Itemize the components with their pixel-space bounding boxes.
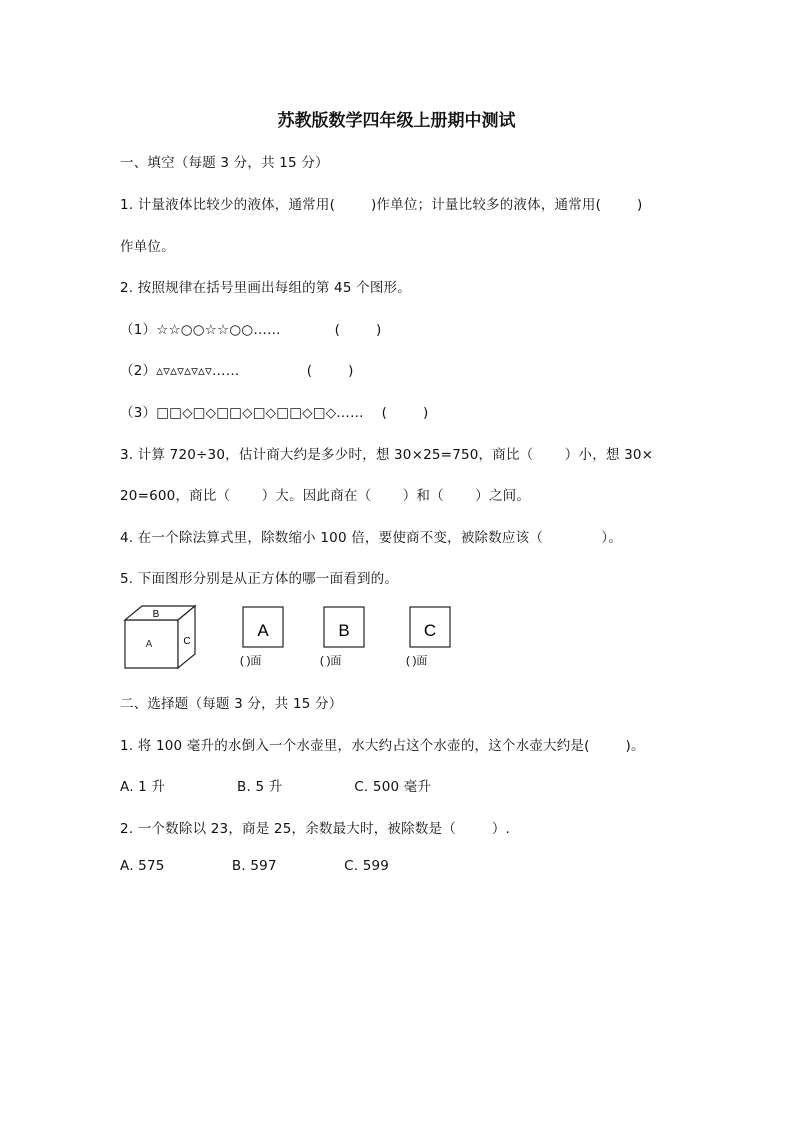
question-1-line-2: 作单位。 xyxy=(120,239,175,255)
question-2: 2. 按照规律在括号里画出每组的第 45 个图形。 xyxy=(120,280,411,296)
view-c-caption: ( )面 xyxy=(406,655,428,667)
view-b-caption: ( )面 xyxy=(320,655,342,667)
view-a-letter: A xyxy=(257,621,269,640)
view-a xyxy=(240,607,283,667)
cube-side-label: C xyxy=(183,636,191,647)
question-2-part-2: （2）▵▿▵▿▵▿▵▿…… ( ) xyxy=(120,363,354,379)
choice-question-2: 2. 一个数除以 23，商是 25，余数最大时，被除数是（ ）. xyxy=(120,821,511,837)
cube-views-figure xyxy=(120,600,480,680)
question-2-part-1: （1）☆☆○○☆☆○○…… ( ) xyxy=(120,322,382,338)
section-heading-multiple-choice: 二、选择题（每题 3 分，共 15 分） xyxy=(120,696,343,712)
view-b xyxy=(320,607,364,667)
view-c-letter: C xyxy=(423,621,437,640)
cube-top-label: B xyxy=(152,609,160,620)
cube-front-label: A xyxy=(145,639,153,650)
page-title: 苏教版数学四年级上册期中测试 xyxy=(277,111,516,131)
question-4: 4. 在一个除法算式里，除数缩小 100 倍，要使商不变，被除数应该（ ）。 xyxy=(120,530,623,546)
question-3-line-2: 20=600，商比（ ）大。因此商在（ ）和（ ）之间。 xyxy=(120,488,531,504)
question-3-line-1: 3. 计算 720÷30，估计商大约是多少时，想 30×25=750，商比（ ）小，想 30× xyxy=(120,447,654,463)
cube-views-svg xyxy=(120,600,480,680)
question-1-line-1: 1. 计量液体比较少的液体，通常用( )作单位；计量比较多的液体，通常用( ) xyxy=(120,197,643,213)
view-b-letter: B xyxy=(338,621,350,640)
section-heading-fill-blanks: 一、填空（每题 3 分，共 15 分） xyxy=(120,155,329,171)
choice-question-2-options: A. 575 B. 597 C. 599 xyxy=(120,858,390,874)
choice-question-1: 1. 将 100 毫升的水倒入一个水壶里，水大约占这个水壶的，这个水壶大约是( )。 xyxy=(120,738,645,754)
view-a-caption: ( )面 xyxy=(240,655,262,667)
cube-drawing xyxy=(125,606,195,668)
question-2-part-3: （3）□□◇□◇□□◇□◇□□◇□◇…… ( ) xyxy=(120,405,429,421)
view-c xyxy=(406,607,450,667)
choice-question-1-options: A. 1 升 B. 5 升 C. 500 毫升 xyxy=(120,779,432,795)
question-5: 5. 下面图形分别是从正方体的哪一面看到的。 xyxy=(120,571,399,587)
